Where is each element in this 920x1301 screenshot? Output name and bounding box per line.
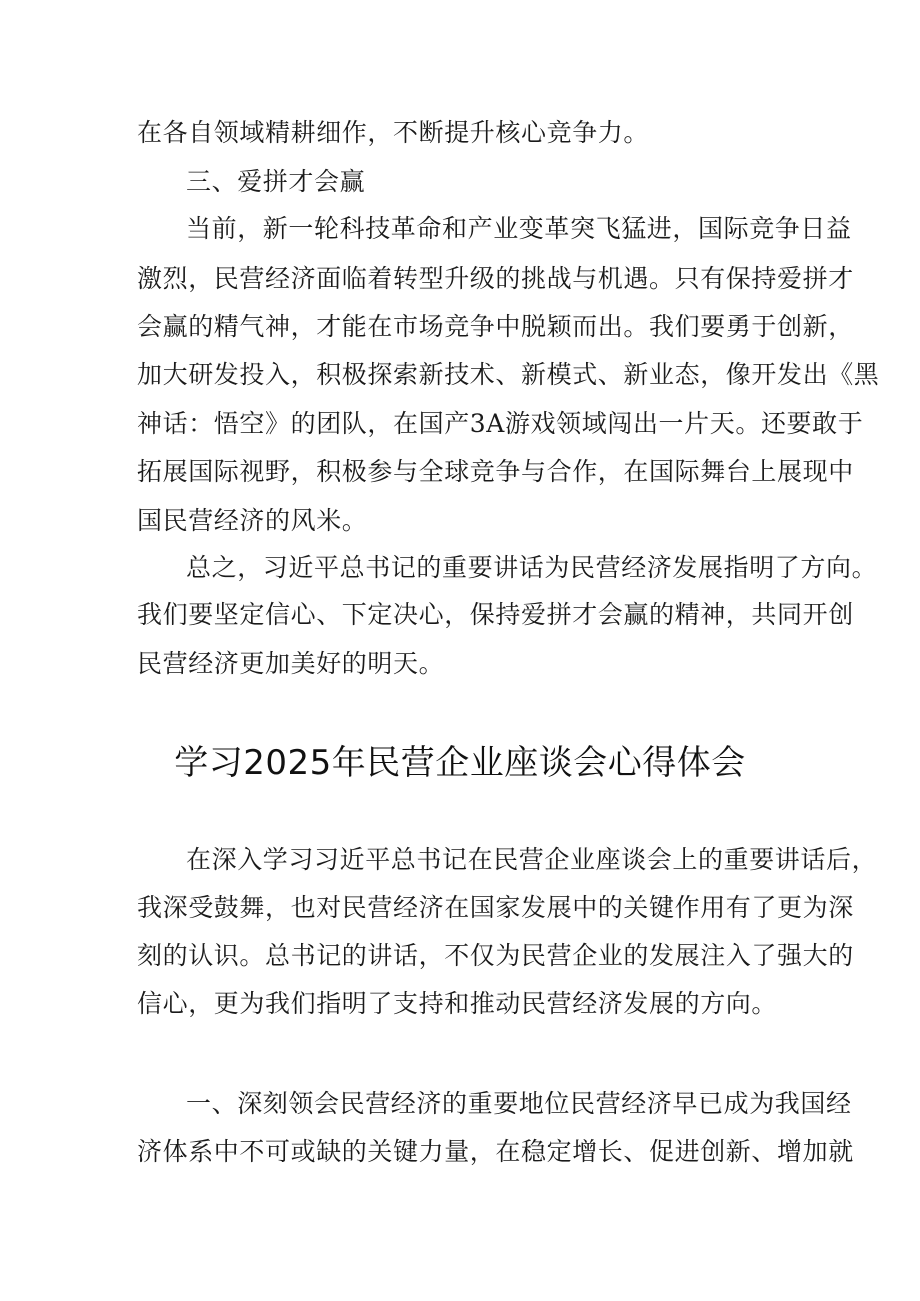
body-line: 加大研发投入，积极探索新技术、新模式、新业态，像开发出《黑 [137, 360, 880, 389]
body-line: 济体系中不可或缺的关键力量，在稳定增长、促进创新、增加就 [137, 1137, 854, 1166]
section-heading-3: 三、爱拼才会赢 [186, 167, 366, 196]
body-line: 神话：悟空》的团队，在国产3A游戏领域闯出一片天。还要敢于 [137, 409, 864, 438]
article-title: 学习2025年民营企业座谈会心得体会 [174, 743, 746, 783]
body-line: 当前，新一轮科技革命和产业变革突飞猛进，国际竞争日益 [186, 214, 852, 243]
body-line: 在深入学习习近平总书记在民营企业座谈会上的重要讲话后， [186, 845, 878, 874]
body-line: 刻的认识。总书记的讲话，不仅为民营企业的发展注入了强大的 [137, 941, 854, 970]
body-line: 拓展国际视野，积极参与全球竞争与合作，在国际舞台上展现中 [137, 457, 854, 486]
body-line: 总之，习近平总书记的重要讲话为民营经济发展指明了方向。 [186, 553, 878, 582]
body-line: 激烈，民营经济面临着转型升级的挑战与机遇。只有保持爱拼才 [137, 264, 854, 293]
body-line: 在各自领域精耕细作，不断提升核心竞争力。 [137, 118, 650, 147]
body-line: 我们要坚定信心、下定决心，保持爱拼才会赢的精神，共同开创 [137, 600, 854, 629]
body-line: 会赢的精气神，才能在市场竞争中脱颖而出。我们要勇于创新， [137, 312, 854, 341]
body-line: 国民营经济的风米。 [137, 506, 368, 535]
body-line: 信心，更为我们指明了支持和推动民营经济发展的方向。 [137, 989, 778, 1018]
body-line: 民营经济更加美好的明天。 [137, 649, 445, 678]
body-line: 我深受鼓舞，也对民营经济在国家发展中的关键作用有了更为深 [137, 893, 854, 922]
section-heading-1: 一、深刻领会民营经济的重要地位民营经济早已成为我国经 [186, 1089, 852, 1118]
